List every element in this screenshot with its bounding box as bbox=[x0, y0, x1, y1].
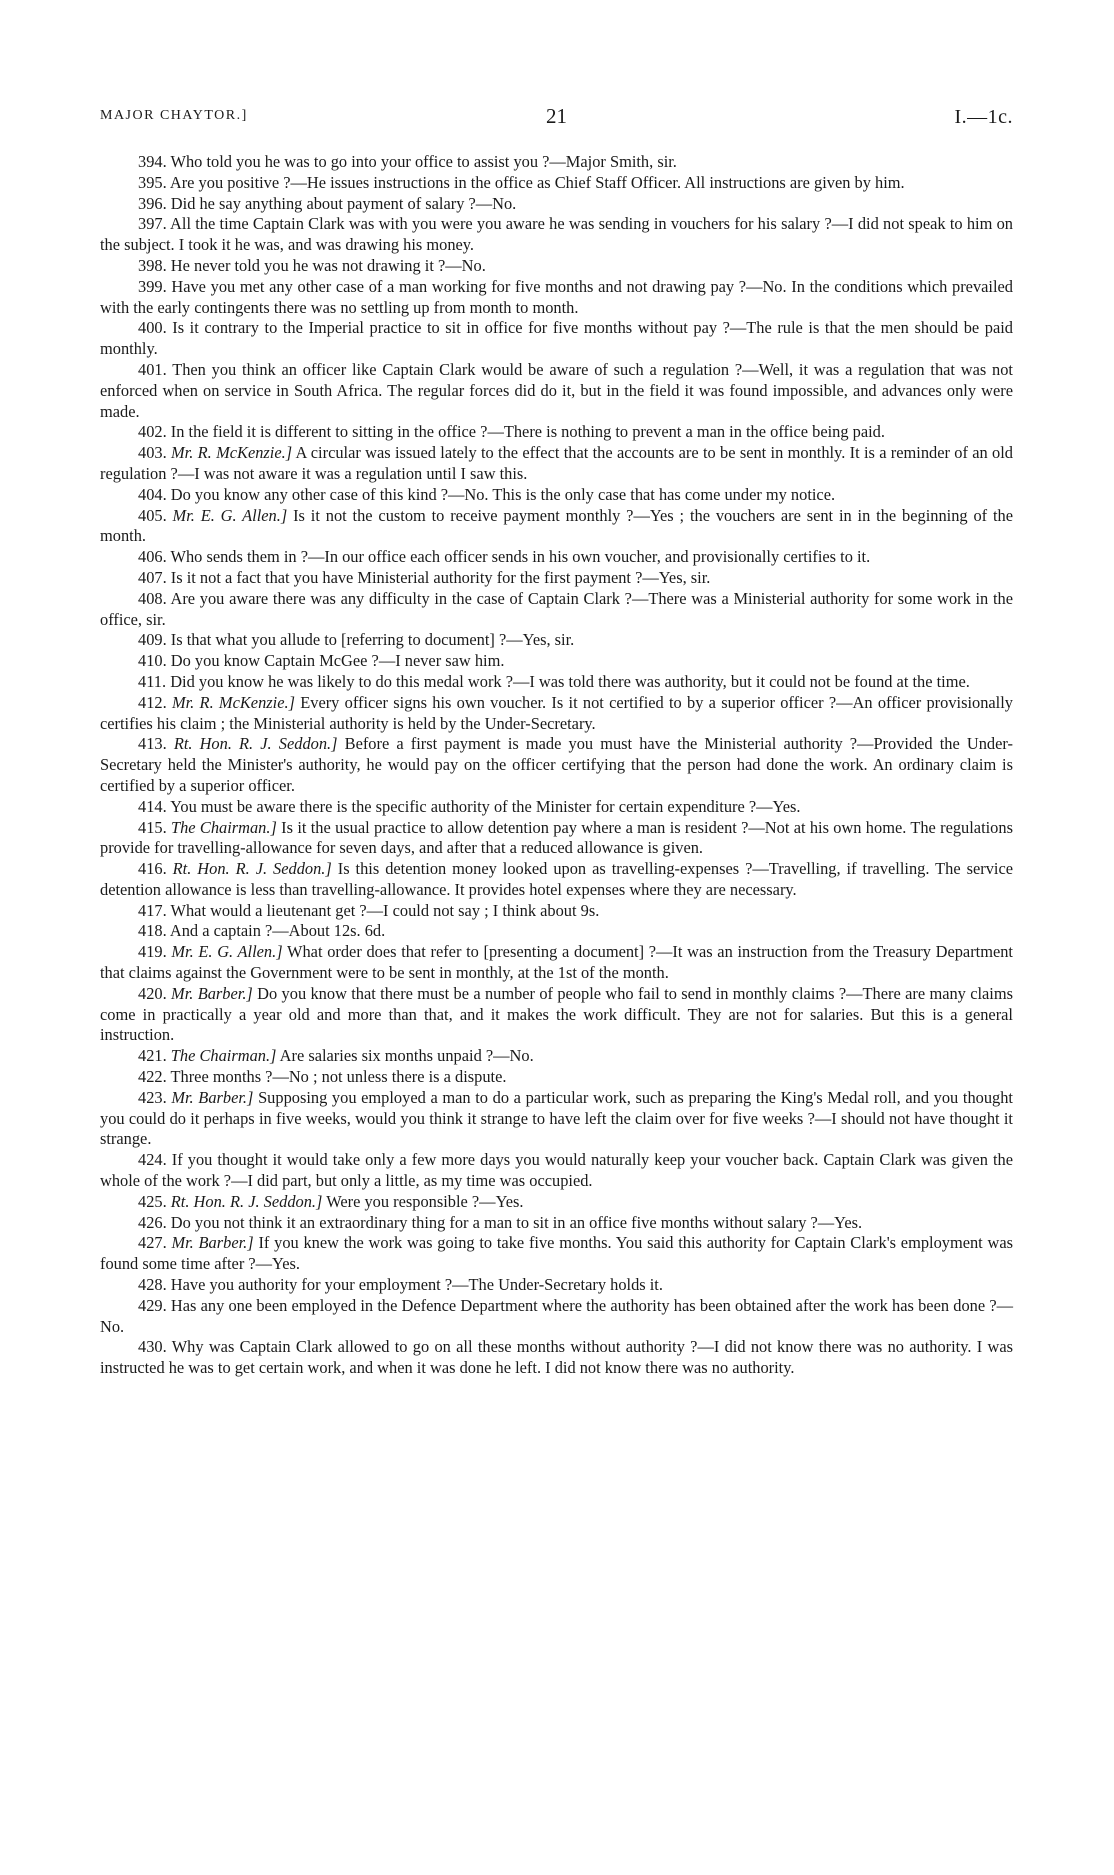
question-paragraph bbox=[100, 194, 1013, 215]
question-number: 400. bbox=[138, 318, 167, 338]
speaker-name: Mr. R. McKenzie.] bbox=[171, 692, 295, 712]
question-paragraph bbox=[100, 1233, 1013, 1275]
question-text: Every officer signs his own voucher. Is it not certified to by a superior officer ?—An officer provisionally certifies his claim ; the Ministerial authority is held by the Under-Secretary. bbox=[100, 692, 1013, 733]
question-number: 420. bbox=[138, 983, 167, 1003]
question-paragraph bbox=[100, 443, 1013, 485]
question-number: 402. bbox=[138, 422, 167, 442]
question-text: Are salaries six months unpaid ?—No. bbox=[279, 1046, 534, 1066]
question-paragraph bbox=[100, 921, 1013, 942]
question-number: 411. bbox=[138, 671, 167, 691]
question-text: Do you know any other case of this kind ?—No. This is the only case that has come under my notice. bbox=[170, 484, 836, 504]
question-text: Before a first payment is made you must have the Ministerial authority ?—Provided the Under-Secretary held the Minister's authority, he would pay on the officer certifying that the person had done the work. An ordinary claim is certified by a superior officer. bbox=[100, 734, 1013, 795]
question-paragraph bbox=[100, 1046, 1013, 1067]
question-text: You must be aware there is the specific authority of the Minister for certain expenditure ?—Yes. bbox=[170, 796, 801, 816]
speaker-name: Mr. Barber.] bbox=[171, 1233, 254, 1253]
question-text: If you knew the work was going to take five months. You said this authority for Captain Clark's employment was found some time after ?—Yes. bbox=[100, 1233, 1013, 1274]
question-text: All the time Captain Clark was with you were you aware he was sending in vouchers for his salary ?—I did not speak to him on the subject. I took it he was, and was drawing his money. bbox=[100, 214, 1013, 255]
question-number: 419. bbox=[138, 942, 167, 962]
question-paragraph bbox=[100, 1296, 1013, 1338]
question-paragraph bbox=[100, 1337, 1013, 1379]
question-text: Why was Captain Clark allowed to go on all these months without authority ?—I did not know there was no authority. I was instructed he was to get certain work, and when it was done he left. I did not know there was no authority. bbox=[100, 1337, 1013, 1378]
question-paragraph bbox=[100, 277, 1013, 319]
question-number: 430. bbox=[138, 1337, 167, 1357]
question-paragraph bbox=[100, 630, 1013, 651]
question-number: 408. bbox=[138, 588, 167, 608]
question-number: 421. bbox=[138, 1046, 167, 1066]
question-paragraph bbox=[100, 152, 1013, 173]
question-text: Is that what you allude to [referring to document] ?—Yes, sir. bbox=[170, 630, 575, 650]
speaker-name: Mr. E. G. Allen.] bbox=[172, 505, 288, 525]
speaker-name: Rt. Hon. R. J. Seddon.] bbox=[170, 1191, 323, 1211]
question-number: 407. bbox=[138, 567, 167, 587]
speaker-name: Mr. Barber.] bbox=[171, 983, 253, 1003]
speaker-name: The Chairman.] bbox=[171, 817, 277, 837]
question-paragraph bbox=[100, 506, 1013, 548]
question-text: Three months ?—No ; not unless there is a dispute. bbox=[170, 1067, 507, 1087]
speaker-name: The Chairman.] bbox=[170, 1046, 277, 1066]
question-text: Did you know he was likely to do this medal work ?—I was told there was authority, but it could not be found at the time. bbox=[170, 671, 970, 691]
question-paragraph bbox=[100, 797, 1013, 818]
question-paragraph bbox=[100, 422, 1013, 443]
question-text: Do you know Captain McGee ?—I never saw him. bbox=[170, 651, 505, 671]
question-paragraph bbox=[100, 214, 1013, 256]
question-number: 399. bbox=[138, 276, 167, 296]
question-text: Has any one been employed in the Defence Department where the authority has been obtained after the work has been done ?—No. bbox=[100, 1295, 1013, 1336]
question-paragraph bbox=[100, 1192, 1013, 1213]
question-paragraph bbox=[100, 984, 1013, 1046]
question-number: 395. bbox=[138, 172, 167, 192]
question-paragraph bbox=[100, 859, 1013, 901]
question-number: 418. bbox=[138, 921, 167, 941]
question-paragraph bbox=[100, 1067, 1013, 1088]
question-text: Do you not think it an extraordinary thing for a man to sit in an office five months without salary ?—Yes. bbox=[170, 1212, 863, 1232]
question-text: Did he say anything about payment of salary ?—No. bbox=[170, 193, 517, 213]
question-number: 416. bbox=[138, 859, 167, 879]
question-text: Is it contrary to the Imperial practice to sit in office for five months without pay ?—The rule is that the men should be paid monthly. bbox=[100, 318, 1013, 359]
question-text: Do you know that there must be a number of people who fail to send in monthly claims ?—There are many claims come in practically a year old and more than that, and it makes the work difficult. They are not for salaries. But this is a general instruction. bbox=[100, 983, 1013, 1045]
speaker-name: Rt. Hon. R. J. Seddon.] bbox=[172, 859, 332, 879]
question-number: 426. bbox=[138, 1212, 167, 1232]
question-text: Is it not a fact that you have Ministerial authority for the first payment ?—Yes, sir. bbox=[170, 567, 711, 587]
question-text: Is it the usual practice to allow detention pay where a man is resident ?—Not at his own home. The regulations provide for travelling-allowance for seven days, and after that a reduced allowance is given. bbox=[100, 817, 1013, 858]
question-text: And a captain ?—About 12s. 6d. bbox=[169, 921, 386, 941]
question-text: He never told you he was not drawing it ?—No. bbox=[170, 255, 486, 275]
question-paragraph bbox=[100, 173, 1013, 194]
question-number: 423. bbox=[138, 1087, 167, 1107]
question-number: 405. bbox=[138, 505, 167, 525]
question-number: 398. bbox=[138, 255, 167, 275]
question-number: 410. bbox=[138, 651, 167, 671]
question-number: 427. bbox=[138, 1233, 167, 1253]
question-text: Have you authority for your employment ?—The Under-Secretary holds it. bbox=[170, 1275, 663, 1295]
speaker-name: Mr. E. G. Allen.] bbox=[171, 942, 283, 962]
question-number: 417. bbox=[138, 900, 167, 920]
page-number: 21 bbox=[546, 104, 567, 128]
question-paragraph bbox=[100, 901, 1013, 922]
question-number: 428. bbox=[138, 1275, 167, 1295]
question-text: If you thought it would take only a few more days you would naturally keep your voucher back. Captain Clark was given the whole of the work ?—I did part, but only a little, as my time was occupied. bbox=[100, 1150, 1013, 1191]
question-text: Are you aware there was any difficulty in the case of Captain Clark ?—There was a Ministerial authority for some work in the office, sir. bbox=[100, 588, 1013, 629]
question-number: 409. bbox=[138, 630, 167, 650]
question-paragraph bbox=[100, 672, 1013, 693]
question-text: Who told you he was to go into your office to assist you ?—Major Smith, sir. bbox=[170, 152, 677, 171]
question-paragraph bbox=[100, 1213, 1013, 1234]
question-paragraph bbox=[100, 818, 1013, 860]
question-number: 422. bbox=[138, 1067, 167, 1087]
paper-reference: I.—1c. bbox=[954, 106, 1013, 128]
question-number: 412. bbox=[138, 692, 167, 712]
question-number: 406. bbox=[138, 547, 167, 567]
question-paragraph bbox=[100, 485, 1013, 506]
question-paragraph bbox=[100, 547, 1013, 568]
question-number: 403. bbox=[138, 443, 167, 463]
question-text: In the field it is different to sitting in the office ?—There is nothing to prevent a man in the office being paid. bbox=[170, 422, 885, 442]
question-number: 424. bbox=[138, 1150, 167, 1170]
question-text: A circular was issued lately to the effect that the accounts are to be sent in monthly. It is a reminder of an old regulation ?—I was not aware it was a regulation until I saw this. bbox=[100, 443, 1013, 483]
question-text: Is it not the custom to receive payment monthly ?—Yes ; the vouchers are sent in in the beginning of the month. bbox=[100, 505, 1013, 546]
question-paragraph bbox=[100, 651, 1013, 672]
question-paragraph bbox=[100, 318, 1013, 360]
question-paragraph bbox=[100, 568, 1013, 589]
question-paragraph bbox=[100, 1150, 1013, 1192]
question-text: Then you think an officer like Captain Clark would be aware of such a regulation ?—Well, it was a regulation that was not enforced when on service in South Africa. The regular forces did do it, but in the field it was found impossible, and advances only were made. bbox=[100, 359, 1013, 421]
question-text: Are you positive ?—He issues instructions in the office as Chief Staff Officer. All instructions are given by him. bbox=[169, 172, 905, 192]
question-paragraph bbox=[100, 256, 1013, 277]
question-text: Were you responsible ?—Yes. bbox=[326, 1191, 524, 1211]
speaker-name: Mr. Barber.] bbox=[171, 1087, 254, 1107]
question-number: 394. bbox=[138, 152, 167, 171]
question-paragraph bbox=[100, 1088, 1013, 1150]
question-text: Supposing you employed a man to do a particular work, such as preparing the King's Medal roll, and you thought you could do it perhaps in five weeks, would you think it strange to have left the claim over for five weeks ?—I should not have thought it strange. bbox=[100, 1087, 1013, 1149]
question-text: Have you met any other case of a man working for five months and not drawing pay ?—No. In the conditions which prevailed with the early contingents there was no settling up from month to month. bbox=[100, 276, 1013, 317]
question-text: What order does that refer to [presenting a document] ?—It was an instruction from the Treasury Department that claims against the Government were to be sent in monthly, at the 1st of the month. bbox=[100, 942, 1013, 983]
question-number: 415. bbox=[138, 817, 167, 837]
running-head-witness: MAJOR CHAYTOR.] bbox=[100, 108, 248, 123]
question-number: 413. bbox=[138, 734, 167, 754]
question-number: 429. bbox=[138, 1295, 167, 1315]
question-number: 401. bbox=[138, 359, 167, 379]
speaker-name: Mr. R. McKenzie.] bbox=[171, 443, 293, 463]
testimony-body bbox=[100, 152, 1013, 1379]
question-paragraph bbox=[100, 589, 1013, 631]
question-text: What would a lieutenant get ?—I could not say ; I think about 9s. bbox=[170, 900, 600, 920]
question-text: Is this detention money looked upon as travelling-expenses ?—Travelling, if travelling. The service detention allowance is less than travelling-allowance. It provides hotel expenses where they are necessary. bbox=[100, 859, 1013, 899]
question-paragraph bbox=[100, 734, 1013, 796]
question-number: 404. bbox=[138, 484, 167, 504]
question-paragraph bbox=[100, 360, 1013, 422]
question-number: 425. bbox=[138, 1191, 167, 1211]
question-text: Who sends them in ?—In our office each officer sends in his own voucher, and provisionally certifies to it. bbox=[170, 547, 871, 567]
speaker-name: Rt. Hon. R. J. Seddon.] bbox=[173, 734, 338, 754]
question-number: 396. bbox=[138, 193, 167, 213]
question-number: 414. bbox=[138, 796, 167, 816]
page-header bbox=[100, 104, 1013, 134]
question-number: 397. bbox=[138, 214, 167, 234]
question-paragraph bbox=[100, 693, 1013, 735]
question-paragraph bbox=[100, 1275, 1013, 1296]
question-paragraph bbox=[100, 942, 1013, 984]
